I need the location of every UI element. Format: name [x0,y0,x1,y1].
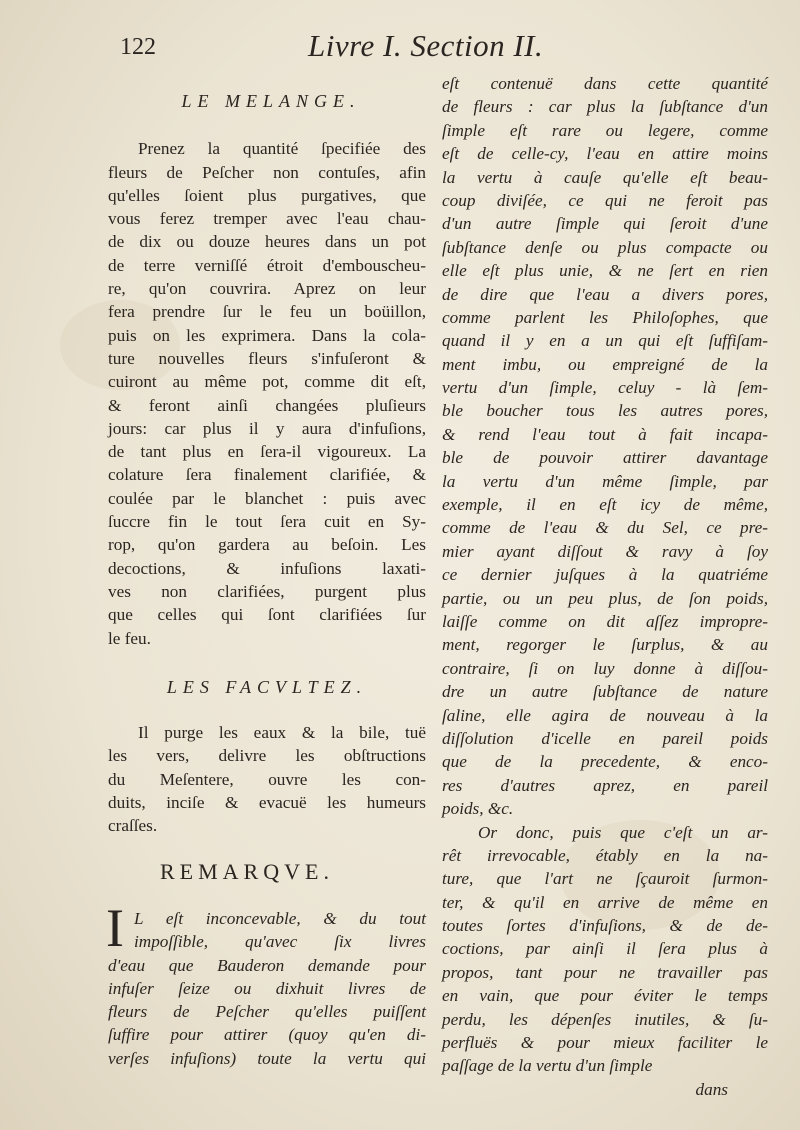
text-line: la vertu d'un même ſimple, par [442,471,768,491]
section-melange-text [108,137,426,650]
text-line: puis on les exprimera. Dans la cola- [108,325,426,345]
text-line: les vers, delivre les obſtructions [108,746,426,766]
text-line: de terre verniſſé étroit d'embouscheu- [108,255,426,275]
text-line: cuiront au même pot, comme dit eſt, [108,372,426,392]
text-line: de tant plus en ſera-il vigoureux. La [108,442,426,462]
left-column [108,90,426,1070]
text-line: ſaline, elle agira de nouveau à la [442,705,768,725]
text-line: d'un autre ſimple qui ſeroit d'une [442,214,768,234]
text-line: Il purge les eaux & la bile, tuë [138,723,426,743]
section-title-melange: LE MELANGE. [181,91,361,111]
text-line: ce dernier juſques à la quatriéme [442,565,768,585]
text-line: duits, inciſe & evacuë les humeurs [108,793,426,813]
page-number: 122 [120,34,156,60]
text-line: fleurs de Peſcher qu'elles puiſſent [108,1002,426,1022]
text-line: ble de pouvoir attirer davantage [442,448,768,468]
text-line: laiſſe comme on dit aſſez impropre- [442,611,768,631]
right-column-text [442,72,768,1078]
text-line: d'eau que Bauderon demande pour [108,955,426,975]
text-line: ſimple eſt rare ou legere, comme [442,120,768,140]
text-line: dre un autre ſubſtance de nature [442,682,768,702]
text-line: propos, tant pour ne travailler pas [442,962,768,982]
text-line: qu'elles ſoient plus purgatives, que [108,185,426,205]
text-line: eſt contenuë dans cette quantité [442,74,768,93]
remark-title: REMARQVE. [160,858,334,884]
text-line: vous ferez tremper avec l'eau chau- [108,209,426,229]
section-title-facultez: LES FACVLTEZ. [166,676,368,697]
text-line: colature ſera finalement clarifiée, & [108,465,426,485]
text-line: que de la precedente, & enco- [442,752,768,772]
text-line: poids, &c. [442,799,514,819]
text-line: fera prendre ſur le feu un boüillon, [108,302,426,322]
text-line: res d'autres aprez, en pareil [442,775,768,795]
running-title: Livre I. Section II. [308,28,544,63]
text-line: du Meſentere, ouvre les con- [108,769,426,789]
text-line: impoſſible, qu'avec ſix livres [134,932,426,952]
text-line: ture, que l'art ne ſçauroit ſurmon- [442,869,768,889]
text-line: diſſolution d'icelle en pareil poids [442,728,768,748]
text-line: ture nouvelles fleurs s'infuſeront & [108,348,426,368]
text-line: elle eſt plus unie, & ne ſert en rien [442,261,768,281]
text-line: exemple, il en eſt icy de même, [442,495,768,515]
text-line: verſes infuſions) toute la vertu qui [108,1048,426,1068]
text-line: perfluës & pour mieux faciliter le [442,1033,768,1053]
text-line: ble boucher tous les autres pores, [442,401,768,421]
text-line: mier ayant diſſout & ravy à ſoy [442,541,768,561]
text-line: le feu. [108,628,151,648]
text-line: rop, qu'on gardera au beſoin. Les [108,535,426,555]
text-line: Or donc, puis que c'eſt un ar- [478,822,768,842]
page-header [0,28,800,72]
text-line: coulée par le blanchet : puis avec [108,488,426,508]
text-line: decoctions, & infuſions laxati- [108,558,426,578]
text-line: re, qu'on couvrira. Aprez on leur [108,279,426,299]
text-line: ment imbu, ou empreigné de la [442,354,768,374]
text-line: de fleurs : car plus la ſubſtance d'un [442,97,768,117]
text-line: fleurs de Peſcher non contuſes, afin [108,162,426,182]
text-line: ves non clarifiées, purgent plus [108,581,426,601]
text-line: vertu d'un ſimple, celuy - là ſem- [442,378,768,398]
text-line: ment, regorger le ſurplus, & au [442,635,768,655]
text-line: ſuffire pour attirer (quoy qu'en di- [108,1025,426,1045]
section-facultez-text [108,721,426,837]
text-line: craſſes. [108,816,158,836]
text-line: eſt de celle-cy, l'eau en attire moins [442,144,768,164]
text-line: comme parlent les Philoſophes, que [442,307,768,327]
text-line: coup diviſée, ce qui ne feroit pas [442,190,768,210]
text-line: ſuccre fin le tout ſera cuit en Sy- [108,512,426,532]
text-line: en vain, que pour éviter le temps [442,986,768,1006]
text-line: rêt irrevocable, étably en la na- [442,845,768,865]
text-line: comme de l'eau & du Sel, ce pre- [442,518,768,538]
text-line: quand il y en a un qui eſt ſuffiſam- [442,331,768,351]
drop-cap: I [106,897,124,958]
text-line: jours: car plus il y aura d'infuſions, [108,418,426,438]
catchword: dans [695,1079,728,1099]
text-line: contraire, ſi on luy donne à diſſou- [442,658,768,678]
text-line: & feront ainſi changées pluſieurs [108,395,426,415]
text-line: que celles qui ſont clarifiées ſur [108,605,426,625]
text-line: perdu, les dépenſes inutiles, & ſu- [442,1009,768,1029]
remark-text [106,897,426,1070]
text-line: infuſer ſeize ou dixhuit livres de [108,978,426,998]
text-line: de dire que l'eau a divers pores, [442,284,768,304]
text-line: ter, & qu'il en arrive de même en [442,892,768,912]
text-line: L eſt inconcevable, & du tout [134,908,426,928]
text-line: coctions, par ainſi il ſera plus à [442,939,768,959]
text-line: de dix ou douze heures dans un pot [108,232,426,252]
text-line: toutes ſortes d'infuſions, & de de- [442,916,768,936]
text-line: Prenez la quantité ſpecifiée des [138,139,426,159]
text-line: ſubſtance denſe ou plus compacte ou [442,237,768,257]
text-line: paſſage de la vertu d'un ſimple [442,1056,653,1076]
text-line: & rend l'eau tout à fait incapa- [442,424,768,444]
text-line: partie, ou un peu plus, de ſon poids, [442,588,768,608]
right-column [442,72,768,1101]
text-line: la vertu à cauſe qu'elle eſt beau- [442,167,768,187]
